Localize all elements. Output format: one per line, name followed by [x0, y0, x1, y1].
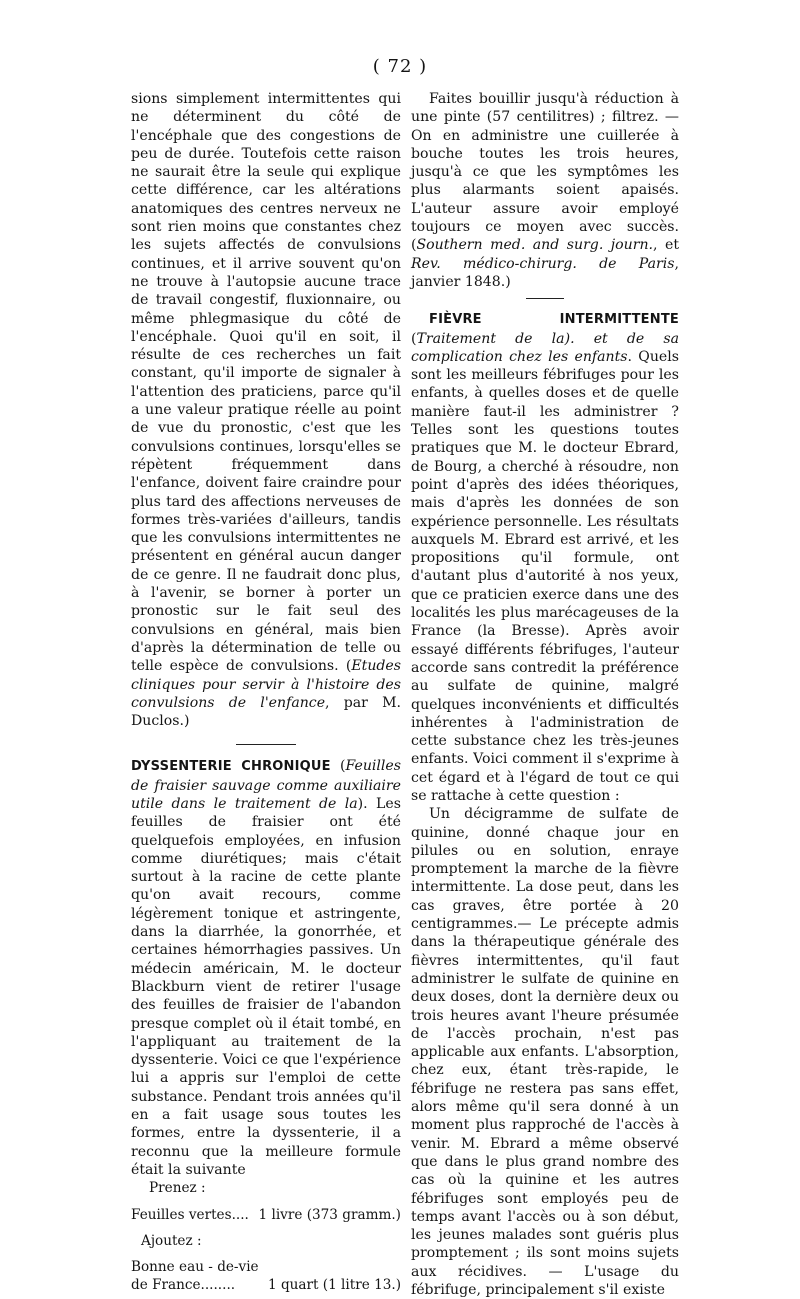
citation: Southern med. and surg. journ.: [416, 237, 654, 254]
recipe-ajoutez: Ajoutez :: [141, 1232, 202, 1249]
recipe-ingredient-2: [131, 1276, 401, 1294]
left-column: [131, 90, 401, 1295]
right-column: [411, 90, 679, 1299]
recipe-ingredient-1: [131, 1206, 401, 1224]
citation-end: , janvier 1848.): [411, 255, 679, 290]
article-title: DYSSENTERIE CHRONIQUE: [131, 759, 331, 775]
ingredient-quantity: 1 livre (373 gramm.): [258, 1206, 401, 1223]
citation-joiner: , et: [653, 237, 679, 254]
ingredient-name: Feuilles vertes....: [131, 1206, 249, 1223]
right-paragraph-fievre: FIÈVRE INTERMITTENTE (Traitement de la). et de sa complication chez les enfants. Quels sont les meilleurs fébrifuges pour les enfants, à quelles doses et de quelle manière faut-il les administrer ? Telles sont les questions toutes pratiques que M. le docteur Ebrard, de Bourg, a cherché à résoudre, non point d'après des idées théoriques, mais d'après les données de son expérience personnelle. Les résultats auxquels M. Ebrard est arrivé, et les propositions qu'il formule, ont d'autant plus d'autorité à nos yeux, que ce praticien exerce dans une des localités les plus marécageuses de la France (la Bresse). Après avoir essayé différents fébrifuges, l'auteur accorde sans contredit la préférence au sulfate de quinine, malgré quelques inconvénients et difficultés inhérentes à l'administration de cette substance chez les très-jeunes enfants. Voici comment il s'exprime à cet égard et à l'égard de tout ce qui se rattache à cette question :: [411, 312, 679, 804]
citation: Etudes cliniques pour servir à l'histoire des convulsions de l'enfance: [131, 658, 401, 711]
left-paragraph-convulsions: [131, 90, 401, 730]
ingredient-quantity: 1 quart (1 litre 13.): [267, 1277, 401, 1294]
article-subtitle: Traitement de la). et de sa complication chez les enfants: [411, 330, 679, 365]
citation-end: , par M. Duclos.): [131, 694, 402, 730]
page-number: ( 72 ): [372, 56, 428, 77]
section-divider: [236, 744, 296, 745]
left-paragraph-dyssenterie: DYSSENTERIE CHRONIQUE (Feuilles de fraisier sauvage comme auxiliaire utile dans le traitement de la). Les feuilles de fraisier ont été quelquefois employées, en infusion comme diurétiques; mais c'était surtout à la racine de cette plante qu'on avait recours, comme légèrement tonique et astringente, dans la diarrhée, la gonorrhée, et certaines hémorrhagies passives. Un médecin américain, M. le docteur Blackburn vient de retirer l'usage des feuilles de fraisier de l'abandon presque complet où il était tombé, en l'appliquant au traitement de la dyssenterie. Voici ce que l'expérience lui a appris sur l'emploi de cette substance. Pendant trois années qu'il en a fait usage sous toutes les formes, entre la dyssenterie, il a reconnu que la meilleure formule était la suivante: [131, 758, 401, 1178]
right-paragraph-preparation: [411, 90, 679, 291]
paragraph-text: . Quels sont les meilleurs fébrifuges pour les enfants, à quelles doses et de quelle manière faut-il les administrer ? Telles sont les questions toutes pratiques que M. le docteur Ebrard, de Bourg, a cherché à résoudre, non point d'après des idées théoriques, mais d'après les données de son expérience personnelle. Les résultats auxquels M. Ebrard est arrivé, et les propositions qu'il formule, ont d'autant plus d'autorité à nos yeux, que ce praticien exerce dans une des localités les plus marécageuses de la France (la Bresse). Après avoir essayé différents fébrifuges, l'auteur accorde sans contredit la préférence au sulfate de quinine, malgré quelques inconvénients et difficultés inhérentes à l'administration de cette substance chez les très-jeunes enfants. Voici comment il s'exprime à cet égard et à l'égard de tout ce qui se rattache à cette question :: [411, 348, 679, 804]
paragraph-text: sions simplement intermittentes qui ne déterminent du côté de l'encéphale que des congestions de peu de durée. Toutefois cette raison ne saurait être la seule qui explique cette différence, car les altérations anatomiques des centres nerveux ne sont rien moins que constantes chez les sujets affectés de convulsions continues, et il arrive souvent qu'on ne trouve à l'autopsie aucune trace de travail congestif, fluxionnaire, ou même phlegmasique du côté de l'encéphale. Quoi qu'il en soit, il résulte de ces recherches un fait constant, qu'il importe de signaler à l'attention des praticiens, parce qu'il a une valeur pratique réelle au point de vue du pronostic, c'est que les convulsions continues, lorsqu'elles se répètent fréquemment dans l'enfance, doivent faire craindre pour plus tard des affections nerveuses de formes très-variées d'ailleurs, tandis que les convulsions intermittentes ne présentent en général aucun danger de ce genre. Il ne faudrait donc plus, à l'avenir, se borner à porter un pronostic sur le fait seul des convulsions en général, mais bien d'après la détermination de telle ou telle espèce de convulsions. (: [131, 91, 401, 675]
article-title: FIÈVRE INTERMITTENTE: [429, 312, 679, 328]
ingredient-name: de France........: [131, 1277, 236, 1294]
paragraph-text: . Les feuilles de fraisier ont été quelquefois employées, en infusion comme diurétiques; mais c'était surtout à la racine de cette plante qu'on avait recours, comme légèrement tonique et astringente, dans la diarrhée, la gonorrhée, et certaines hémorrhagies passives. Un médecin américain, M. le docteur Blackburn vient de retirer l'usage des feuilles de fraisier de l'abandon presque complet où il était tombé, en l'appliquant au traitement de la dyssenterie. Voici ce que l'expérience lui a appris sur l'emploi de cette substance. Pendant trois années qu'il en a fait usage sous toutes les formes, entre la dyssenterie, il a reconnu que la meilleure formule était la suivante: [131, 795, 401, 1178]
paragraph-text: Faites bouillir jusqu'à réduction à une pinte (57 centilitres) ; filtrez. — On en administre une cuillerée à bouche toutes les trois heures, jusqu'à ce que les symptômes les plus alarmants soient apaisés. L'auteur assure avoir employé toujours ce moyen avec succès. (: [411, 91, 679, 254]
article-subtitle: Feuilles de fraisier sauvage comme auxiliaire utile dans le traitement de la: [131, 758, 401, 812]
recipe-ingredient-2-line1: Bonne eau - de-vie: [131, 1259, 259, 1276]
recipe-prenez: Prenez :: [149, 1180, 206, 1197]
section-divider: [526, 298, 564, 299]
right-paragraph-quinine: Un décigramme de sulfate de quinine, donné chaque jour en pilules ou en solution, enraye promptement la marche de la fièvre intermittente. La dose peut, dans les cas graves, être portée à 20 centigrammes.— Le précepte admis dans la thérapeutique générale des fièvres intermittentes, qu'il faut administrer le sulfate de quinine en deux doses, dont la dernière deux ou trois heures avant l'heure présumée de l'accès prochain, n'est pas applicable aux enfants. L'absorption, chez eux, étant très-rapide, le fébrifuge ne restera pas sans effet, alors même qu'il sera donné à un moment plus rapproché de l'accès à venir. M. Ebrard a même observé que dans le plus grand nombre des cas où la quinine et les autres fébrifuges sont employés peu de temps avant l'accès ou à son début, les jeunes malades sont guéris plus promptement ; ils sont moins sujets aux récidives. — L'usage du fébrifuge, principalement s'il existe: [411, 806, 679, 1298]
citation: Rev. médico-chirurg. de Paris: [411, 255, 675, 272]
